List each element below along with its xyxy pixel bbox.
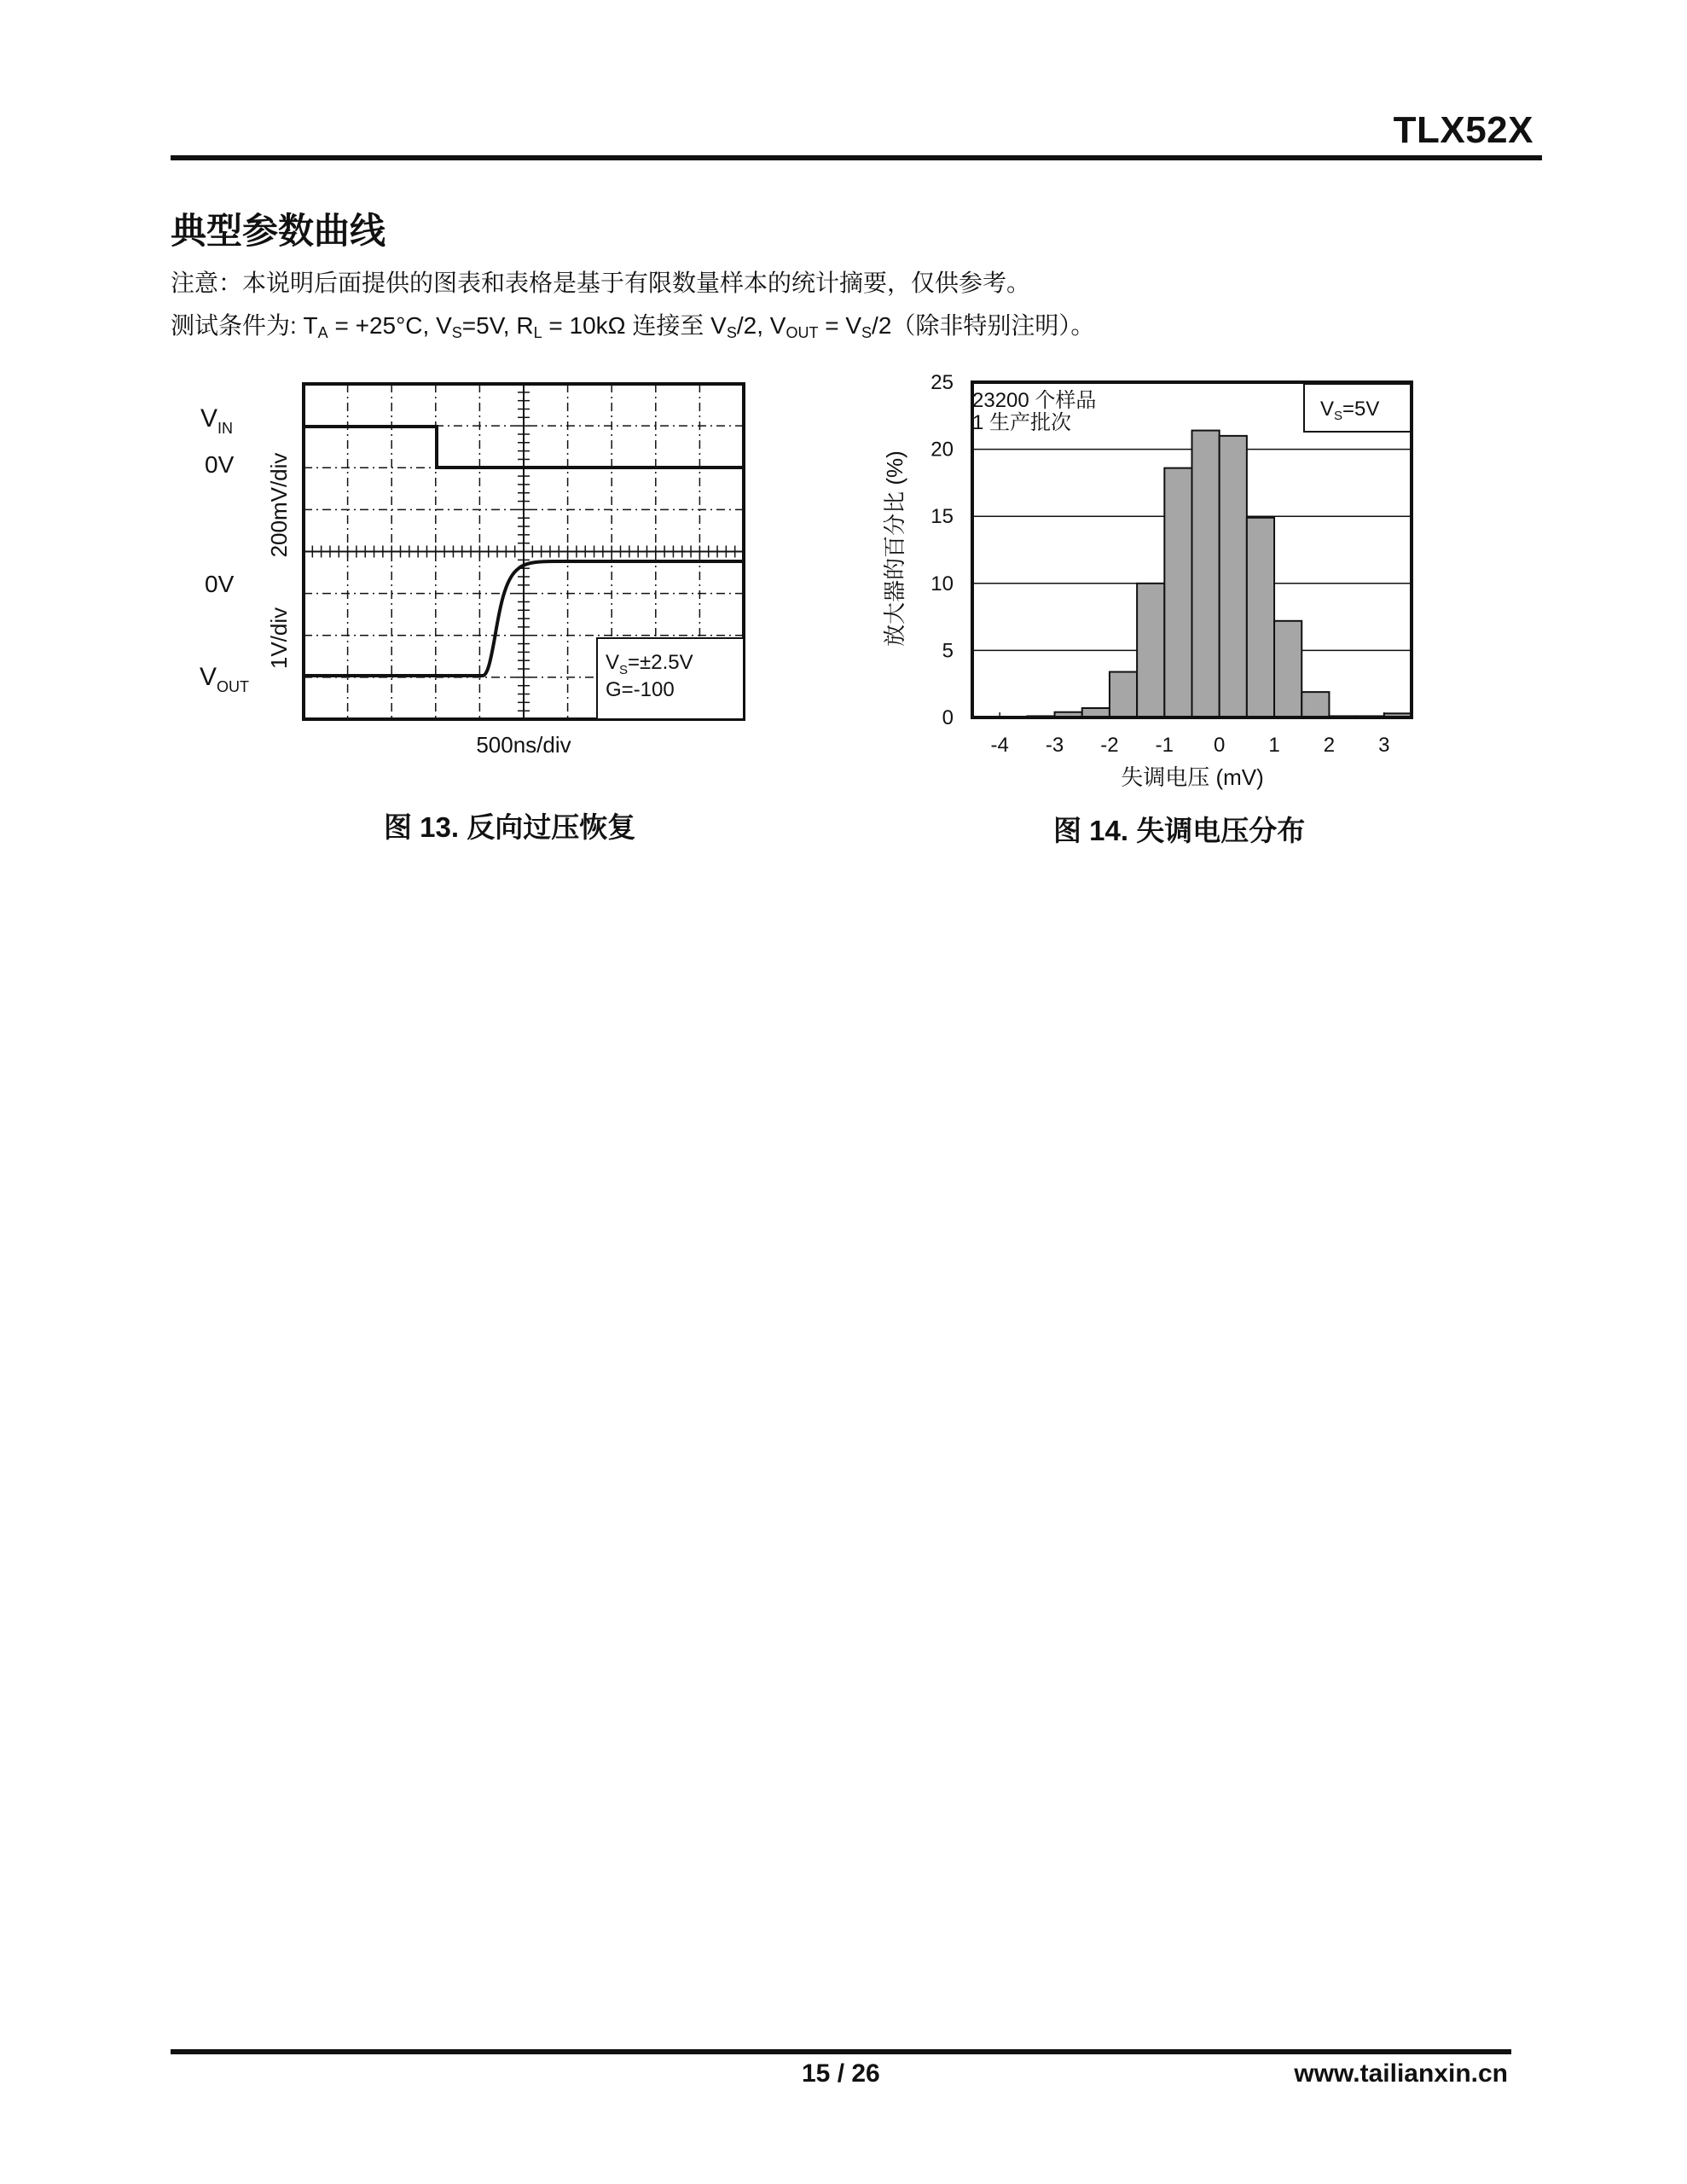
x-tick-label: 3 — [1378, 734, 1390, 757]
figure-13-caption: 图 13. 反向过压恢复 — [384, 811, 636, 843]
top-scale-label: 200mV/div — [266, 452, 292, 558]
y-tick-label: 25 — [930, 371, 954, 394]
histogram-bar — [1247, 518, 1274, 717]
histogram-bar — [1110, 672, 1137, 717]
header-rule — [171, 155, 1542, 160]
histogram-y-axis-label: 放大器的百分比 (%) — [882, 450, 907, 647]
zero-top-label: 0V — [205, 451, 235, 478]
histogram-legend: $V_S=5V$ — [1320, 398, 1380, 423]
footer-rule — [171, 2049, 1511, 2054]
section-title: 典型参数曲线 — [171, 211, 386, 251]
y-tick-label: 0 — [942, 706, 954, 729]
cond-vs2-sub: S — [726, 324, 737, 341]
cond-vs2-val: /2, V — [736, 312, 786, 339]
x-tick-label: -1 — [1155, 734, 1174, 757]
cond-vs-val: =5V, R — [461, 312, 534, 339]
test-conditions — [171, 307, 1094, 341]
y-tick-label: 20 — [930, 438, 954, 462]
histogram-bar — [1301, 692, 1329, 717]
histogram-bar — [1192, 431, 1220, 717]
figure-13-scope — [179, 367, 759, 759]
y-tick-label: 15 — [930, 505, 954, 529]
cond-vs3-sub: S — [861, 324, 872, 341]
cond-vs-sub: S — [451, 324, 462, 341]
cond-ta-val: = +25°C, V — [328, 312, 452, 339]
time-scale-label: 500ns/div — [476, 732, 571, 758]
x-tick-label: -3 — [1045, 734, 1064, 757]
scope-legend-gain: G=-100 — [606, 678, 675, 701]
figure-14-caption: 图 14. 失调电压分布 — [1053, 815, 1306, 846]
website-link[interactable]: www.tailianxin.cn — [1294, 2059, 1508, 2088]
cond-rl-sub: L — [533, 324, 542, 341]
figure-14-histogram — [877, 365, 1423, 809]
document-code: TLX52X — [1393, 109, 1533, 151]
histogram-bars — [972, 431, 1412, 718]
y-tick-label: 10 — [930, 572, 954, 595]
bottom-scale-label: 1V/div — [266, 607, 292, 670]
x-tick-label: 0 — [1214, 734, 1226, 757]
scope-legend-vs: $V_S=\pm 2.5V$ — [606, 651, 693, 677]
histogram-bar — [1164, 468, 1191, 717]
x-tick-label: 1 — [1268, 734, 1280, 757]
histogram-x-axis-label: 失调电压 (mV) — [1121, 764, 1264, 790]
cond-ta-sub: A — [317, 324, 328, 341]
x-tick-label: -2 — [1100, 734, 1119, 757]
histogram-y-ticks — [930, 371, 954, 729]
cond-rl-val: = 10kΩ 连接至 V — [542, 312, 727, 339]
cond-suffix: /2（除非特别注明）。 — [872, 312, 1095, 339]
vin-label: $V_{IN}$ — [200, 404, 234, 437]
histogram-bar — [1220, 436, 1247, 717]
histogram-bar — [1274, 621, 1301, 717]
zero-bottom-label: 0V — [205, 571, 235, 597]
cond-vout-val: = V — [818, 312, 862, 339]
cond-vout-sub: OUT — [786, 324, 819, 341]
x-tick-label: -4 — [990, 734, 1009, 757]
y-tick-label: 5 — [942, 639, 954, 663]
cond-prefix: 测试条件为: T — [171, 312, 318, 339]
histogram-bar — [1137, 584, 1164, 717]
vout-label: $V_{OUT}$ — [200, 663, 250, 695]
page-number: 15 / 26 — [802, 2059, 880, 2088]
note-text: 注意：本说明后面提供的图表和表格是基于有限数量样本的统计摘要，仅供参考。 — [171, 270, 1031, 296]
annotation-lots: 1 生产批次 — [972, 411, 1072, 434]
x-tick-label: 2 — [1323, 734, 1336, 757]
annotation-samples: 23200 个样品 — [972, 389, 1097, 412]
